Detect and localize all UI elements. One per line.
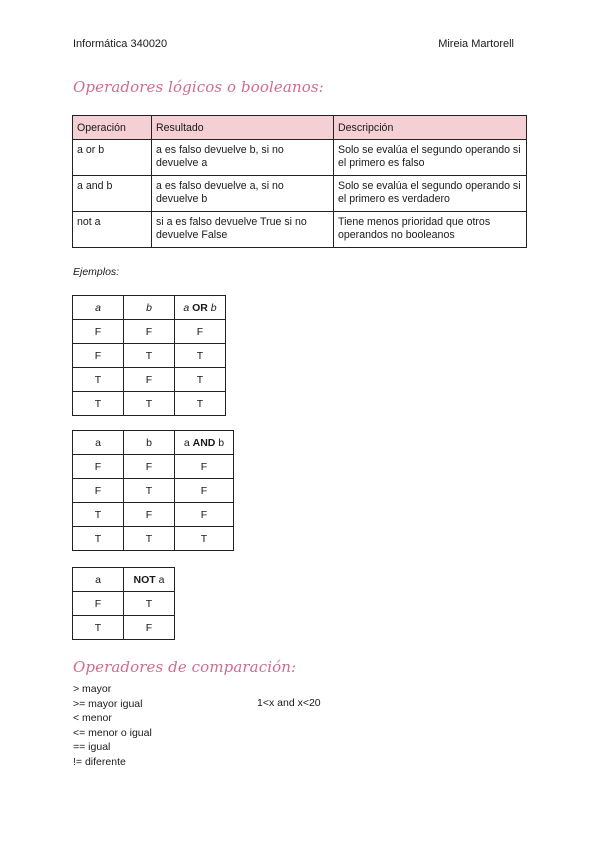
cell-result: si a es falso devuelve True si no devuelve False: [152, 212, 334, 248]
cell-result: T: [175, 392, 226, 416]
column-header-operation: Operación: [73, 116, 152, 140]
examples-label: Ejemplos:: [73, 266, 120, 278]
table-row: [73, 320, 226, 344]
cell-operation: a and b: [73, 176, 152, 212]
table-row: [73, 344, 226, 368]
cell-a: T: [73, 503, 124, 527]
table-row: [73, 212, 527, 248]
column-header-result: Resultado: [152, 116, 334, 140]
cell-operation: a or b: [73, 140, 152, 176]
column-header-description: Descripción: [334, 116, 527, 140]
cell-b: F: [124, 368, 175, 392]
cell-a: T: [73, 616, 124, 640]
cell-b: T: [124, 527, 175, 551]
header-operator: AND: [192, 436, 216, 449]
logical-operators-table: [72, 115, 527, 248]
header-var-a: a: [183, 301, 190, 314]
list-item: > mayor: [73, 683, 112, 695]
cell-a: F: [73, 479, 124, 503]
section-title-comparison: Operadores de comparación:: [73, 658, 297, 676]
cell-b: T: [124, 392, 175, 416]
table-row: [73, 368, 226, 392]
header-var-a: a: [183, 436, 190, 449]
cell-description: Tiene menos prioridad que otros operandos no booleanos: [334, 212, 527, 248]
table-row: [73, 455, 234, 479]
cell-a: F: [73, 592, 124, 616]
table-row: [73, 592, 175, 616]
column-header-a: a: [73, 296, 124, 320]
comparison-example: 1<x and x<20: [257, 697, 321, 709]
header-operator: OR: [192, 301, 208, 314]
column-header-b: b: [124, 431, 175, 455]
cell-b: T: [124, 479, 175, 503]
cell-b: T: [124, 344, 175, 368]
not-truth-table: [72, 567, 175, 640]
section-title-logical: Operadores lógicos o booleanos:: [73, 78, 324, 96]
table-row: [73, 140, 527, 176]
cell-a: T: [73, 392, 124, 416]
header-var-b: b: [210, 301, 217, 314]
table-row: [73, 616, 175, 640]
comparison-operators-list: [73, 682, 152, 770]
column-header-result: [124, 568, 175, 592]
column-header-b: b: [124, 296, 175, 320]
cell-description: Solo se evalúa el segundo operando si el primero es falso: [334, 140, 527, 176]
cell-result: F: [175, 503, 234, 527]
table-header-row: [73, 116, 527, 140]
table-header-row: [73, 431, 234, 455]
header-operator: NOT: [133, 573, 156, 586]
table-row: [73, 503, 234, 527]
cell-result: T: [124, 592, 175, 616]
table-row: [73, 479, 234, 503]
table-row: [73, 527, 234, 551]
list-item: < menor: [73, 712, 112, 725]
cell-a: F: [73, 344, 124, 368]
or-truth-table: [72, 295, 226, 416]
cell-result: F: [175, 320, 226, 344]
cell-result: F: [175, 455, 234, 479]
cell-result: a es falso devuelve b, si no devuelve a: [152, 140, 334, 176]
cell-b: F: [124, 320, 175, 344]
column-header-a: a: [73, 431, 124, 455]
table-header-row: [73, 568, 175, 592]
cell-result: T: [175, 368, 226, 392]
header-course: Informática 340020: [73, 38, 168, 50]
table-row: [73, 392, 226, 416]
table-header-row: [73, 296, 226, 320]
cell-result: F: [124, 616, 175, 640]
cell-b: F: [124, 503, 175, 527]
header-author: Mireia Martorell: [438, 38, 514, 50]
cell-a: T: [73, 527, 124, 551]
table-row: [73, 176, 527, 212]
list-item: <= menor o igual: [73, 726, 152, 739]
cell-description: Solo se evalúa el segundo operando si el primero es verdadero: [334, 176, 527, 212]
header-var-a: a: [158, 573, 165, 586]
cell-result: T: [175, 344, 226, 368]
column-header-result: [175, 431, 234, 455]
cell-a: F: [73, 455, 124, 479]
list-item: >= mayor igual: [73, 697, 143, 710]
cell-result: a es falso devuelve a, si no devuelve b: [152, 176, 334, 212]
cell-b: F: [124, 455, 175, 479]
column-header-result: [175, 296, 226, 320]
list-item: != diferente: [73, 755, 126, 768]
header-var-b: b: [218, 436, 225, 449]
cell-result: T: [175, 527, 234, 551]
and-truth-table: [72, 430, 234, 551]
cell-result: F: [175, 479, 234, 503]
cell-a: F: [73, 320, 124, 344]
cell-operation: not a: [73, 212, 152, 248]
cell-a: T: [73, 368, 124, 392]
list-item: == igual: [73, 741, 111, 754]
column-header-a: a: [73, 568, 124, 592]
